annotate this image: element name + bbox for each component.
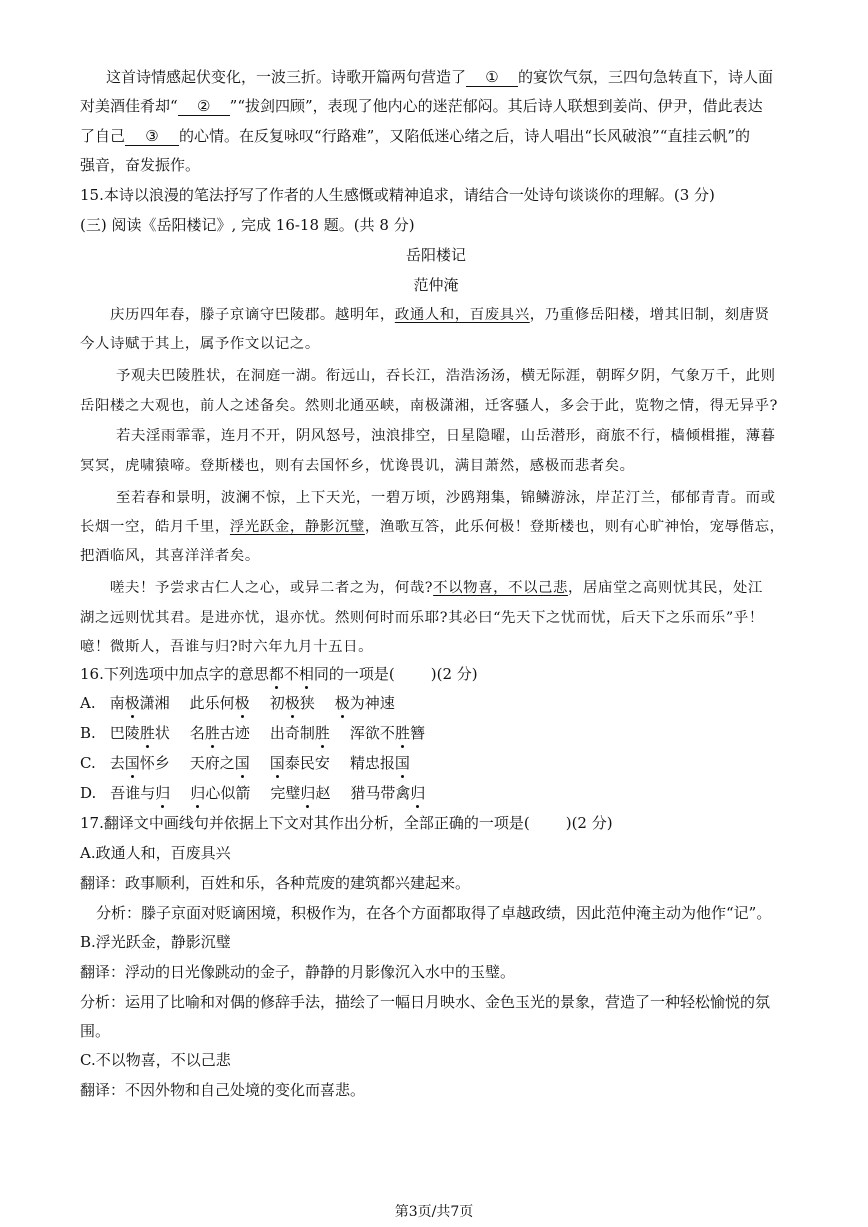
q16-option-c[interactable]: [80, 753, 792, 773]
q17-option-b-title[interactable]: B.浮光跃金，静影沉璧: [80, 933, 231, 951]
analysis-text: 了自己: [80, 127, 126, 145]
question-17-stem: [80, 813, 792, 833]
option-label: A.: [80, 694, 96, 712]
essay-p4-line-2: [80, 517, 837, 537]
essay-p5-line-2: 湖之远则忧其君。是进亦忧，退亦忧。然则何时而乐耶?其必曰“先天下之忧而忧，后天下之乐而乐”乎！: [80, 610, 764, 626]
dotted-char: 胜: [394, 724, 410, 742]
word-part: 去: [109, 754, 125, 772]
word-part: 天府之: [189, 754, 235, 772]
analysis-line-1: [106, 67, 792, 87]
question-16-stem: [80, 664, 792, 684]
essay-p3-line-2: 冥冥，虎啸猿啼。登斯楼也，则有去国怀乡，忧谗畏讥，满目萧然，感极而悲者矣。: [80, 458, 635, 474]
word-part: 南: [109, 694, 125, 712]
option-label: D.: [80, 784, 97, 802]
q17-option-c-translation: 翻译：不因外物和自己处境的变化而喜悲。: [80, 1081, 366, 1099]
dotted-char: 极: [284, 694, 300, 712]
analysis-text: 的心情。在反复咏叹“行路难”，又陷低迷心绪之后，诗人唱出“长风破浪”“直挂云帆”的: [179, 127, 751, 145]
analysis-line-2: [80, 96, 792, 116]
question-text: 17.翻译文中画线句并依据上下文对其作出分析，全部正确的一项是(: [80, 814, 530, 832]
word-part: 泰民安: [284, 754, 330, 772]
analysis-text: 这首诗情感起伏变化，一波三折。诗歌开篇两句营造了: [106, 68, 467, 86]
underlined-sentence-a: 政通人和，百废具兴: [394, 307, 530, 323]
q17-option-a-analysis: 分析：滕子京面对贬谪困境，积极作为，在各个方面都取得了卓越政绩，因此范仲淹主动为他作“记”。: [96, 904, 772, 922]
q16-option-d[interactable]: [80, 783, 792, 803]
word-part: 赵: [315, 784, 331, 802]
word-part: 状: [154, 724, 170, 742]
underlined-sentence-b: 浮光跃金，静影沉璧: [229, 519, 365, 535]
q17-option-b-analysis-2: 围。: [80, 1022, 111, 1040]
essay-p4-line-3: 把酒临风，其喜洋洋者矣。: [80, 548, 260, 564]
word-part: 狭: [299, 694, 315, 712]
answer-blank-1[interactable]: ①: [466, 68, 518, 87]
essay-text: 庆历四年春，滕子京谪守巴陵郡。越明年，: [110, 307, 395, 323]
q17-option-b-analysis-1: 分析：运用了比喻和对偶的修辞手法，描绘了一幅日月映水、金色玉光的景象，营造了一种轻松愉悦的氛: [80, 993, 771, 1011]
dotted-char: 国: [234, 754, 250, 772]
dotted-char: 极: [234, 694, 250, 712]
essay-text: 嗟夫！予尝求古仁人之心，或异二者之为，何哉?: [110, 580, 434, 596]
dotted-char: 国: [124, 754, 140, 772]
word-part: 浑欲不: [349, 724, 395, 742]
word-part: 巴陵: [109, 724, 140, 742]
option-label: B.: [80, 724, 96, 742]
word-part: 名: [189, 724, 205, 742]
essay-p5-line-3: 噫！微斯人，吾谁与归?时六年九月十五日。: [80, 639, 374, 655]
essay-text: ，居庙堂之高则忧其民，处江: [568, 580, 763, 596]
q17-option-a-title[interactable]: A.政通人和，百废具兴: [80, 844, 231, 862]
option-label: C.: [80, 754, 96, 772]
q16-option-b[interactable]: [80, 723, 792, 743]
word-part: 为神速: [349, 694, 395, 712]
analysis-text: 对美酒佳肴却“: [80, 97, 178, 115]
word-part: 古迹: [219, 724, 250, 742]
answer-blank-2[interactable]: ②: [178, 97, 230, 116]
word-part: 猎马带禽: [350, 784, 411, 802]
dotted-char: 胜: [314, 724, 330, 742]
dotted-char: 胜: [139, 724, 155, 742]
dotted-char: 归: [300, 784, 316, 802]
q16-option-a[interactable]: [80, 693, 792, 713]
essay-p5-line-1: [110, 578, 838, 598]
question-15: 15.本诗以浪漫的笔法抒写了作者的人生感慨或精神追求，请结合一处诗句谈谈你的理解。(3 分): [80, 186, 715, 204]
analysis-text: ”“拔剑四顾”，表现了他内心的迷茫郁闷。其后诗人联想到姜尚、伊尹，借此表达: [229, 97, 763, 115]
q17-option-b-translation: 翻译：浮动的日光像跳动的金子，静静的月影像沉入水中的玉璧。: [80, 963, 516, 981]
dotted-char: 国: [269, 754, 285, 772]
essay-p4-line-1: 至若春和景明，波澜不惊，上下天光，一碧万顷，沙鸥翔集，锦鳞游泳，岸芷汀兰，郁郁青青。而或: [116, 490, 776, 506]
word-part: 簪: [409, 724, 425, 742]
essay-title: 岳阳楼记: [405, 246, 466, 264]
section-3-header: (三) 阅读《岳阳楼记》, 完成 16-18 题。(共 8 分): [80, 216, 415, 234]
word-part: 初: [269, 694, 285, 712]
word-part: 精忠报: [349, 754, 395, 772]
dotted-char: 极: [124, 694, 140, 712]
dotted-char: 胜: [204, 724, 220, 742]
q17-option-c-title[interactable]: C.不以物喜，不以己悲: [80, 1051, 231, 1069]
essay-p1-line-2: 今人诗赋于其上，属予作文以记之。: [80, 336, 320, 352]
essay-text: ，乃重修岳阳楼，增其旧制，刻唐贤: [529, 307, 770, 323]
word-part: 完璧: [270, 784, 301, 802]
essay-p3-line-1: 若夫淫雨霏霏，连月不开，阴风怒号，浊浪排空，日星隐曜，山岳潜形，商旅不行，樯倾楫摧，薄暮: [116, 428, 776, 444]
essay-text: 长烟一空，皓月千里，: [80, 519, 230, 535]
question-text: 16.下列选项中加点字的意思: [80, 665, 269, 683]
dotted-char: 极: [334, 694, 350, 712]
question-text: )(2 分): [430, 665, 478, 683]
q17-option-a-translation: 翻译：政事顺利，百姓和乐，各种荒废的建筑都兴建起来。: [80, 874, 471, 892]
word-part: 出奇制: [269, 724, 315, 742]
dotted-char: 国: [394, 754, 410, 772]
word-part: 心似箭: [205, 784, 251, 802]
word-part: 此乐何: [189, 694, 235, 712]
answer-blank-3[interactable]: ③: [125, 127, 179, 146]
dotted-char: 归: [410, 784, 426, 802]
word-part: 怀乡: [139, 754, 170, 772]
question-text: 不: [283, 665, 299, 683]
analysis-text: 的宴饮气氛，三四句急转直下，诗人面: [518, 68, 774, 86]
dotted-char: 归: [190, 784, 206, 802]
page-number: 第3页/共7页: [394, 1204, 474, 1220]
dotted-char: 相: [298, 665, 314, 683]
essay-p2-line-1: 予观夫巴陵胜状，在洞庭一湖。衔远山，吞长江，浩浩汤汤，横无际涯，朝晖夕阴，气象万千，此则: [116, 368, 776, 384]
question-text: 同的一项是(: [313, 665, 395, 683]
word-part: 吾谁与: [110, 784, 156, 802]
essay-p2-line-2: 岳阳楼之大观也，前人之述备矣。然则北通巫峡，南极潇湘，迁客骚人，多会于此，览物之情，得无异乎?: [80, 398, 778, 414]
dotted-char: 都: [268, 665, 284, 683]
question-text: )(2 分): [565, 814, 613, 832]
dotted-char: 归: [155, 784, 171, 802]
analysis-line-3: [80, 126, 792, 146]
underlined-sentence-c: 不以物喜，不以己悲: [433, 580, 569, 596]
essay-p1-line-1: [110, 305, 792, 325]
word-part: 潇湘: [139, 694, 170, 712]
essay-author: 范仲淹: [413, 276, 459, 294]
essay-text: ，渔歌互答，此乐何极！登斯楼也，则有心旷神怡，宠辱偕忘，: [364, 519, 785, 535]
analysis-line-4: 强音，奋发振作。: [80, 156, 201, 174]
